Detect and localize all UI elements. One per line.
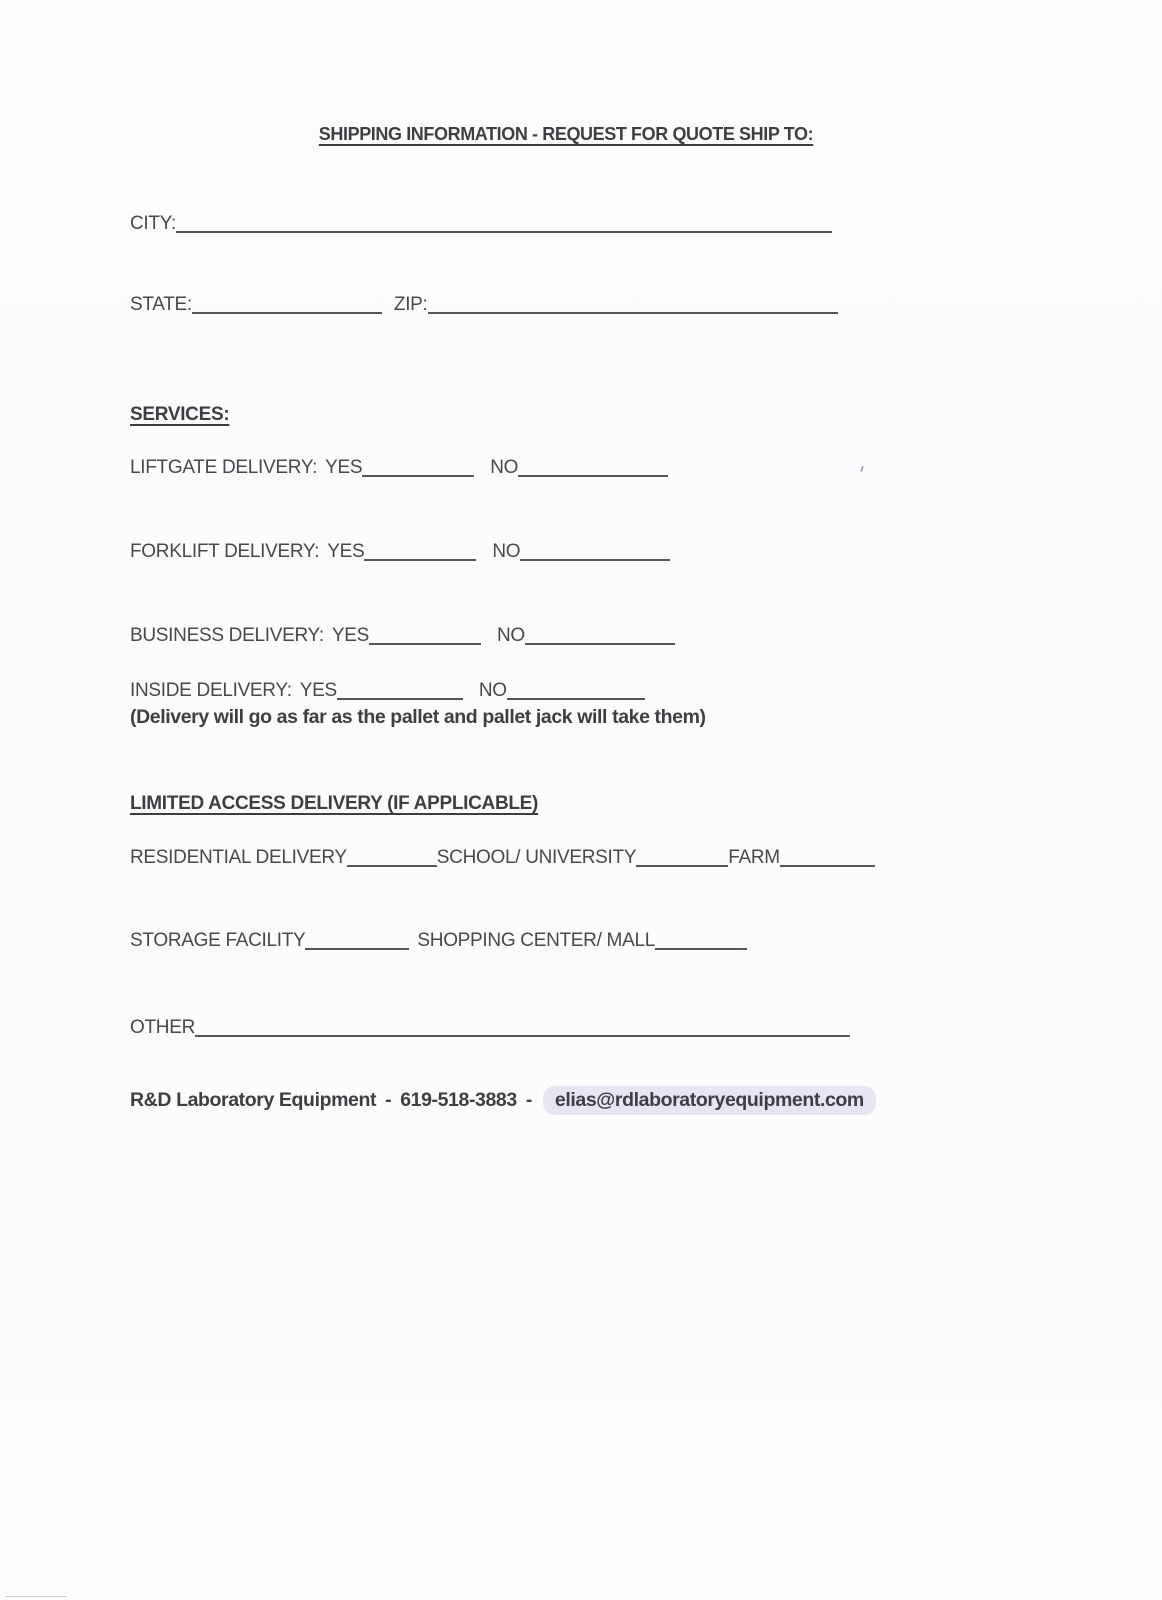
farm-label: FARM [728, 847, 780, 868]
footer-separator-2: - [525, 1089, 532, 1111]
residential-delivery-label: RESIDENTIAL DELIVERY [130, 847, 347, 868]
business-yes-label: YES [331, 625, 369, 646]
company-name: R&D Laboratory Equipment [130, 1089, 377, 1111]
inside-no-blank[interactable] [507, 698, 645, 700]
phone-number: 619-518-3883 [400, 1089, 517, 1111]
forklift-yes-blank[interactable] [364, 559, 476, 561]
zip-label: ZIP: [393, 294, 428, 315]
state-label: STATE: [130, 294, 192, 315]
limited-access-row-1 [130, 846, 875, 869]
storage-facility-label: STORAGE FACILITY [130, 930, 306, 951]
zip-input-line[interactable] [428, 312, 838, 314]
forklift-yes-label: YES [327, 541, 365, 562]
farm-blank[interactable] [780, 865, 875, 867]
service-row-forklift [130, 540, 670, 563]
contact-footer [130, 1089, 876, 1112]
forklift-no-blank[interactable] [520, 559, 670, 561]
services-heading-text: SERVICES: [130, 404, 230, 425]
inside-no-label: NO [478, 680, 507, 701]
form-title-text: SHIPPING INFORMATION - REQUEST FOR QUOTE SHIP TO: [318, 124, 814, 144]
state-zip-row [130, 293, 838, 316]
other-label: OTHER [130, 1017, 196, 1038]
business-no-blank[interactable] [525, 643, 675, 645]
inside-yes-blank[interactable] [337, 698, 463, 700]
inside-yes-label: YES [299, 680, 337, 701]
limited-access-row-2 [130, 929, 747, 952]
email-link[interactable]: elias@rdlaboratoryequipment.com [543, 1086, 876, 1115]
inside-delivery-note: (Delivery will go as far as the pallet and pallet jack will take them) [130, 706, 706, 728]
forklift-label: FORKLIFT DELIVERY: [130, 541, 320, 562]
school-university-label: SCHOOL/ UNIVERSITY [436, 847, 637, 868]
liftgate-no-label: NO [490, 457, 519, 478]
service-row-liftgate [130, 456, 668, 479]
state-input-line[interactable] [192, 312, 382, 314]
business-no-label: NO [496, 625, 525, 646]
liftgate-yes-blank[interactable] [362, 475, 474, 477]
inside-label: INSIDE DELIVERY: [130, 680, 292, 701]
limited-access-heading [130, 792, 538, 815]
shopping-center-mall-blank[interactable] [655, 948, 747, 950]
liftgate-label: LIFTGATE DELIVERY: [130, 457, 318, 478]
forklift-no-label: NO [492, 541, 521, 562]
city-label: CITY: [130, 213, 177, 234]
form-title [0, 123, 1132, 146]
school-university-blank[interactable] [636, 865, 728, 867]
shopping-center-mall-label: SHOPPING CENTER/ MALL [417, 930, 655, 951]
business-label: BUSINESS DELIVERY: [130, 625, 324, 646]
business-yes-blank[interactable] [369, 643, 481, 645]
limited-access-row-other [130, 1016, 850, 1039]
residential-delivery-blank[interactable] [347, 865, 437, 867]
city-row [130, 212, 832, 235]
footer-separator-1: - [385, 1089, 392, 1111]
other-blank[interactable] [195, 1035, 850, 1037]
city-input-line[interactable] [176, 231, 832, 233]
service-row-business [130, 624, 675, 647]
scan-artifact-line [6, 1596, 66, 1597]
liftgate-no-blank[interactable] [518, 475, 668, 477]
storage-facility-blank[interactable] [305, 948, 409, 950]
service-row-inside [130, 679, 645, 702]
scan-artifact-speck [860, 466, 864, 472]
limited-access-heading-text: LIMITED ACCESS DELIVERY (IF APPLICABLE) [130, 793, 539, 814]
services-heading [130, 403, 229, 426]
liftgate-yes-label: YES [325, 457, 363, 478]
